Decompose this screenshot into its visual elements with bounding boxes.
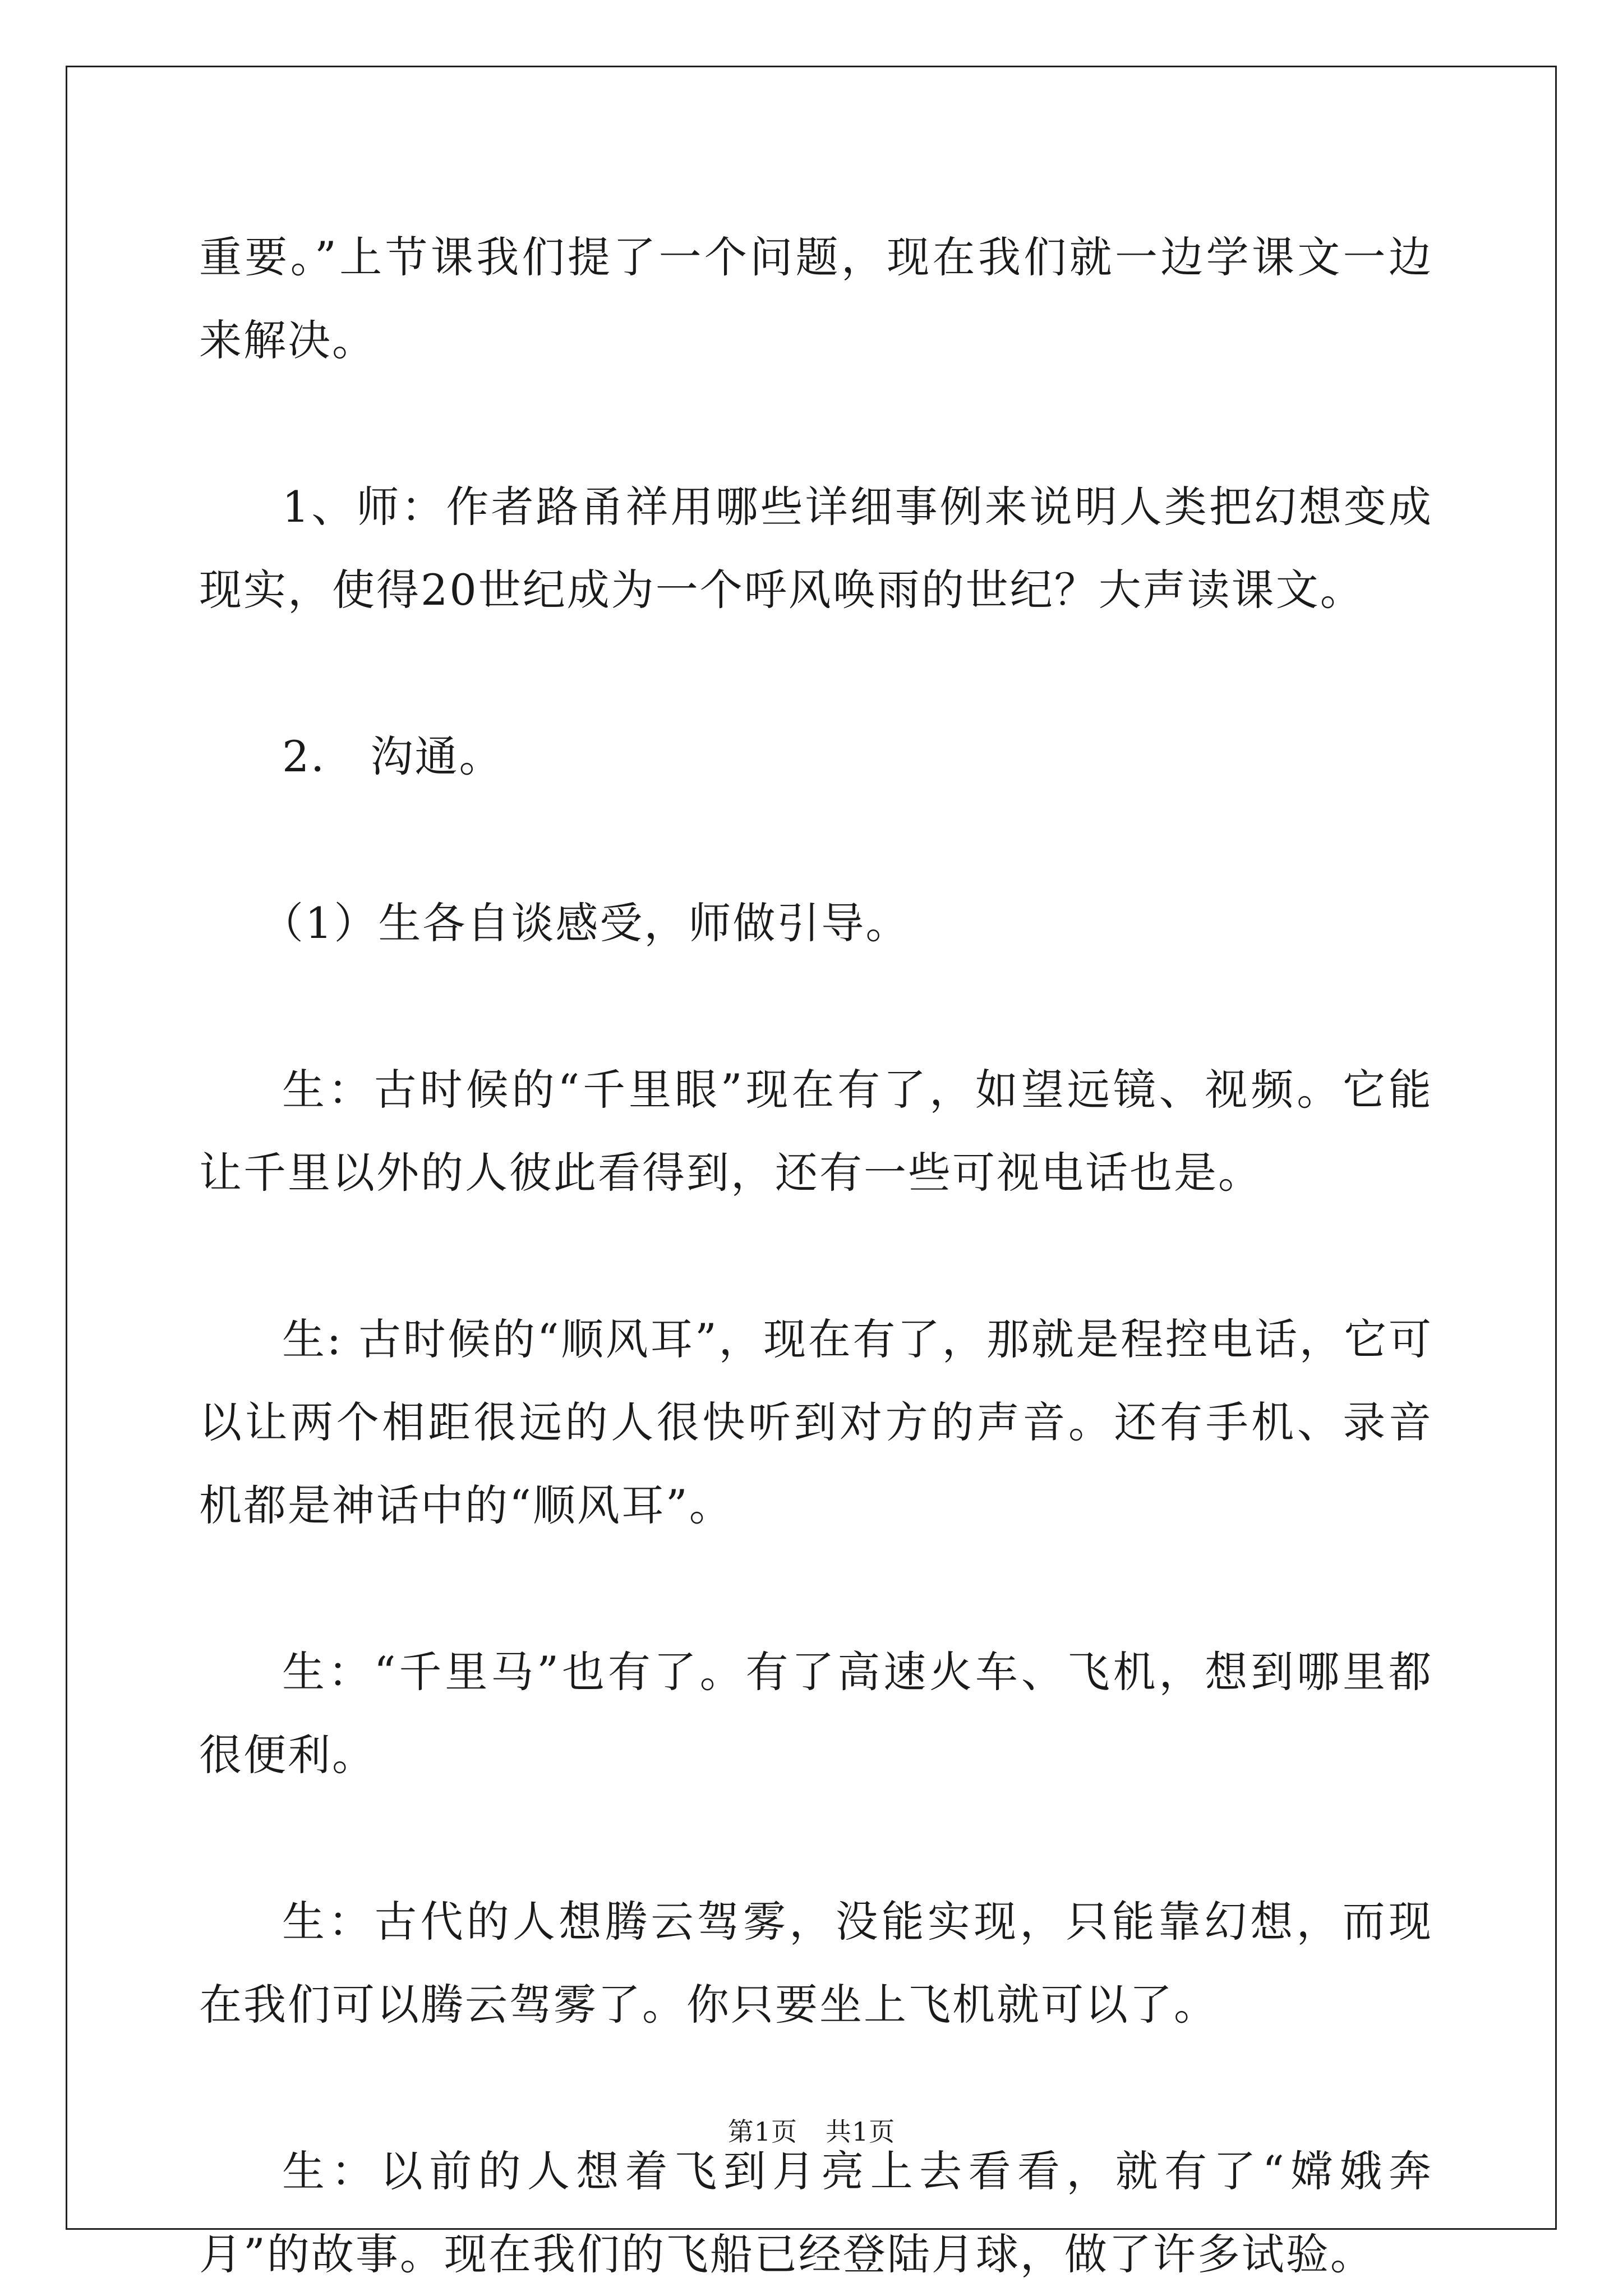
total-pages: 共1页 [826,2116,896,2147]
paragraph-8: 生：古代的人想腾云驾雾，没能实现，只能靠幻想，而现在我们可以腾云驾雾了。你只要坐上飞机就可以了。 [199,1897,1433,2030]
paragraph-4: （1）生各自谈感受，师做引导。 [261,898,910,948]
paragraph-3: 2． 沟通。 [282,731,504,781]
paragraph-6: 生: 古时候的“顺风耳”，现在有了，那就是程控电话，它可以让两个相距很远的人很快听到对方的声音。还有手机、录音机都是神话中的“顺风耳”。 [199,1314,1433,1530]
paragraph-1: 重要。”上节课我们提了一个问题，现在我们就一边学课文一边来解决。 [199,232,1433,365]
paragraph-2: 1、师：作者路甬祥用哪些详细事例来说明人类把幻想变成现实，使得20世纪成为一个呼风唤雨的世纪？大声读课文。 [199,482,1433,615]
paragraph-9: 生：以前的人想着飞到月亮上去看看，就有了“嫦娥奔月”的故事。现在我们的飞船已经登陆月球，做了许多试验。 [199,2146,1433,2279]
paragraph-7: 生：“千里马”也有了。有了高速火车、飞机，想到哪里都很便利。 [199,1647,1433,1780]
paragraph-5: 生：古时候的“千里眼”现在有了，如望远镜、视频。它能让千里以外的人彼此看得到，还有一些可视电话也是。 [199,1065,1433,1198]
document-body [199,216,1433,2296]
page-footer [0,2111,1623,2148]
page-number: 第1页 [727,2116,797,2147]
